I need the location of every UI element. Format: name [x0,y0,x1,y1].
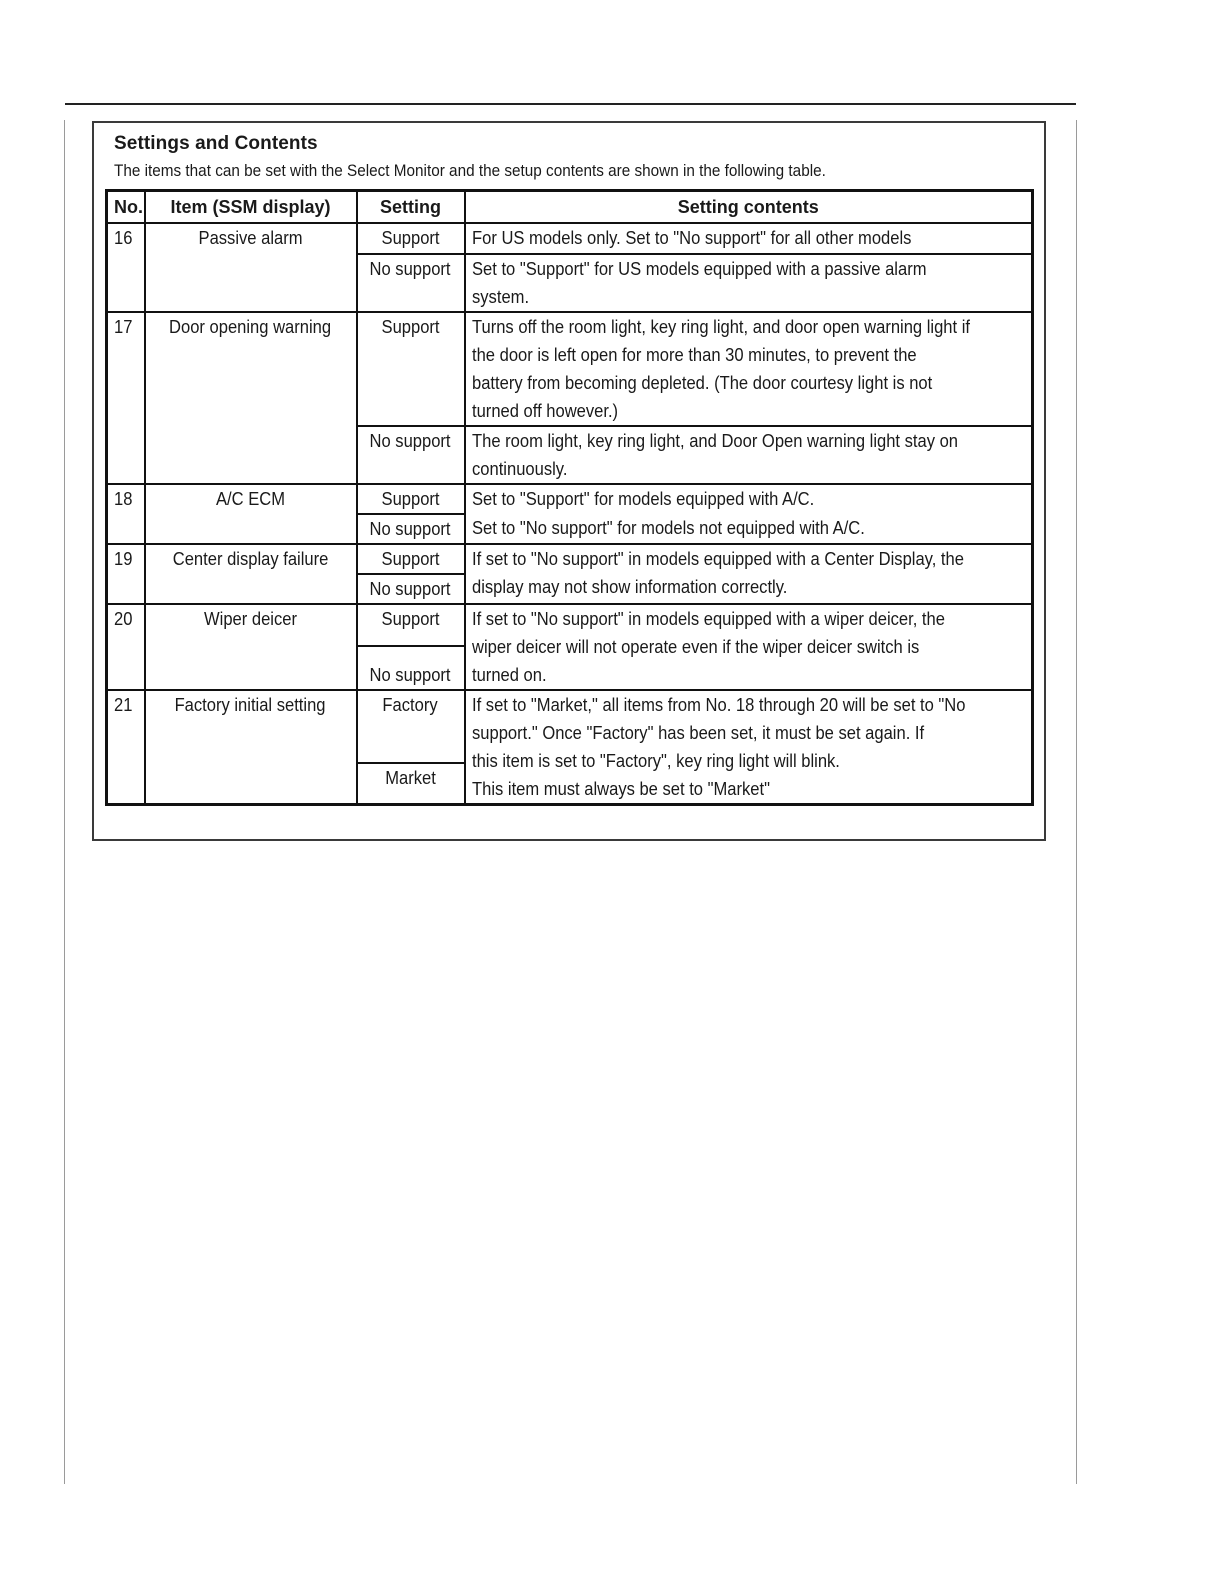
header-item: Item (SSM display) [145,191,357,224]
section-intro: The items that can be set with the Select Monitor and the setup contents are shown in the following table. [114,161,826,180]
setting-contents: If set to "No support" in models equipped with a Center Display, the display may not show information correctly. [465,544,1033,604]
setting-contents: The room light, key ring light, and Door Open warning light stay on continuously. [465,426,1033,484]
row-item: Factory initial setting [145,690,357,805]
header-no: No. [107,191,145,224]
row-item: Passive alarm [145,223,357,312]
row-item: A/C ECM [145,484,357,544]
table-row [107,223,1033,254]
setting-contents: If set to "No support" in models equipped with a wiper deicer, the wiper deicer will not operate even if the wiper deicer switch is turned on. [465,604,1033,690]
header-setting: Setting [357,191,465,224]
table-row [107,312,1033,426]
table-row [107,484,1033,514]
setting-option: Support [357,604,465,646]
setting-option: No support [357,574,465,604]
setting-option: Support [357,484,465,514]
row-item: Center display failure [145,544,357,604]
table-row [107,544,1033,574]
setting-option: No support [357,514,465,544]
header-rule [65,103,1076,105]
row-item: Wiper deicer [145,604,357,690]
row-item: Door opening warning [145,312,357,484]
setting-contents: If set to "Market," all items from No. 18 through 20 will be set to "No support." Once "Factory" has been set, it must be set again. If this item is set to "Factory", key ring light will blink. This item must always be set to "Market" [465,690,1033,805]
setting-option: No support [357,426,465,484]
header-setting-contents: Setting contents [465,191,1033,224]
setting-option: Support [357,312,465,426]
setting-option: No support [357,646,465,690]
setting-option: Support [357,223,465,254]
table-row [107,604,1033,646]
row-number: 18 [107,484,145,544]
setting-contents: Turns off the room light, key ring light, and door open warning light if the door is left open for more than 30 minutes, to prevent the battery from becoming depleted. (The door courtesy light is not turned off however.) [465,312,1033,426]
setting-contents: For US models only. Set to "No support" for all other models [465,223,1033,254]
table-row [107,690,1033,763]
row-number: 17 [107,312,145,484]
setting-contents: Set to "Support" for models equipped with A/C. [465,484,1033,514]
setting-contents: Set to "Support" for US models equipped with a passive alarm system. [465,254,1033,312]
right-margin-rule [1076,120,1077,1484]
setting-option: Market [357,763,465,805]
row-number: 21 [107,690,145,805]
section-title: Settings and Contents [114,133,318,154]
settings-table [105,189,1034,806]
setting-option: Factory [357,690,465,763]
setting-option: Support [357,544,465,574]
setting-option: No support [357,254,465,312]
table-header-row [107,191,1033,224]
left-margin-rule [64,120,65,1484]
setting-contents: Set to "No support" for models not equipped with A/C. [465,514,1033,544]
row-number: 16 [107,223,145,312]
row-number: 19 [107,544,145,604]
row-number: 20 [107,604,145,690]
